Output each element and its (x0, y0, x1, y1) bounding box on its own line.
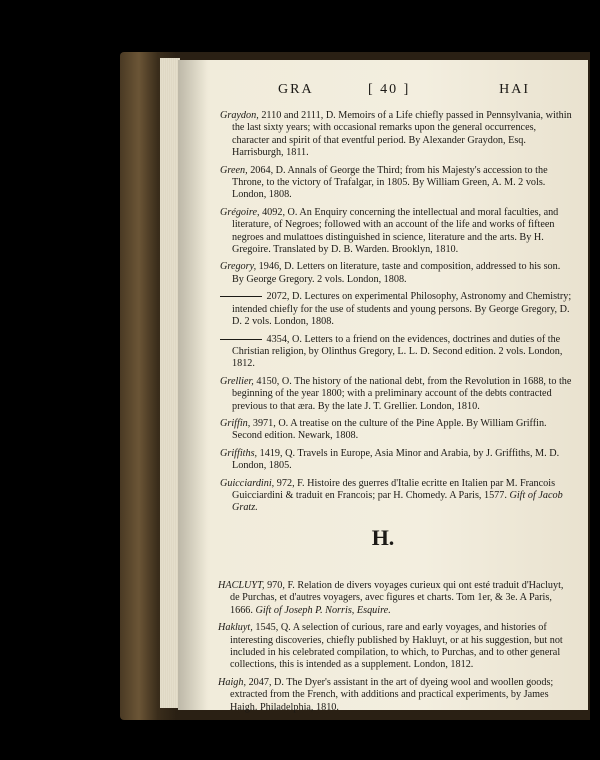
entry-text: 2072, D. Lectures on experimental Philosophy, Astronomy and Chemistry; intended chiefly for the use of students and young persons. By George Gregory, D. D. 2 vols. London, 1808. (232, 291, 572, 328)
entry-heading: Griffin, (220, 417, 251, 429)
catalogue-entries (220, 110, 572, 520)
entry-heading: Graydon, (220, 110, 259, 121)
entry-heading: Griffiths, (220, 447, 258, 459)
page-edges (160, 58, 180, 708)
entry-text: 3971, O. A treatise on the culture of the Pine Apple. By William Griffin. Second edition. Newark, 1808. (232, 417, 547, 442)
header-right: HAI (499, 82, 530, 97)
entry-text: 2064, D. Annals of George the Third; from his Majesty's accession to the Throne, to the victory of Trafalgar, in 1805. By William Green, A. M. 2 vols. London, 1808. (232, 164, 548, 201)
catalogue-entry (220, 291, 572, 328)
entry-heading: Hakluyt, (218, 622, 253, 634)
catalogue-entry (220, 478, 572, 515)
catalogue-entry (218, 677, 572, 714)
entry-heading: Grégoire, (220, 206, 260, 218)
page-number: [ 40 ] (368, 82, 411, 97)
entry-heading: Guicciardini, (220, 477, 275, 489)
catalogue-entry (220, 418, 572, 443)
running-header (178, 82, 588, 104)
entry-text: 2110 and 2111, D. Memoirs of a Life chiefly passed in Pennsylvania, within the last sixty years; with occasional remarks upon the general occurrences, character and spirit of that eventful period. By Alexander Graydon, Esq. Harrisburgh, 1811. (232, 110, 572, 159)
entry-heading: Grellier, (220, 375, 254, 387)
ditto-dash (220, 296, 262, 297)
entry-text: 4150, O. The history of the national debt, from the Revolution in 1688, to the beginning of the year 1800; with a preliminary account of the debts contracted previous to that æra. By the late J. T. Grellier. London, 1810. (232, 375, 572, 412)
ditto-dash (220, 339, 262, 340)
entry-text: 1946, D. Letters on literature, taste and composition, addressed to his son. By George Gregory. 2 vols. London, 1808. (232, 261, 561, 285)
entry-heading: Green, (220, 164, 248, 176)
catalogue-entry (218, 622, 572, 672)
entry-text: 1419, Q. Travels in Europe, Asia Minor and Arabia, by J. Griffiths, M. D. London, 1805. (232, 447, 560, 472)
entry-text: 1545, Q. A selection of curious, rare and early voyages, and histories of interesting discoveries, chiefly published by Hakluyt, or at his suggestion, but not included in his celebrated compilation, to which, to Purchas, and to other general collections, this is intended as a supplement. London, 1812. (230, 622, 563, 671)
header-left: GRA (278, 82, 314, 97)
catalogue-entry (220, 448, 572, 473)
entry-text: 970, F. Relation de divers voyages curieux qui ont esté traduit d'Hacluyt, de Purchas, et d'autres voyagers, avec figures et charts. Tom 1er, & 3e. A Paris, 1666. (230, 580, 564, 616)
catalogue-entry (220, 261, 572, 286)
entry-text: 4354, O. Letters to a friend on the evidences, doctrines and duties of the Christian religion, by Olinthus Gregory, L. L. D. Second edition. 2 vols. London, 1812. (232, 333, 563, 370)
entry-heading: Gregory, (220, 261, 257, 273)
entry-text: 2047, D. The Dyer's assistant in the art of dyeing wool and woollen goods; extracted from the French, with additions and practical experiments, by James Haigh. Philadelphia, 1810. (230, 676, 554, 713)
catalogue-entries-h (218, 580, 572, 719)
gift-note: Gift of Joseph P. Norris, Esquire. (252, 604, 391, 616)
entry-text: 4092, O. An Enquiry concerning the intellectual and moral faculties, and literature, of Negroes; followed with an account of the life and works of fifteen negroes and mulattoes distinguished in science, literature and the arts. By H. Gregoire. Translated by D. B. Warden. Brooklyn, 1810. (232, 206, 559, 256)
catalogue-entry (220, 334, 572, 371)
catalogue-entry (220, 165, 572, 202)
entry-heading: Haigh, (218, 676, 247, 688)
entry-text: 972, F. Histoire des guerres d'Italie ecritte en Italien par M. Francois Guicciardini & traduit en Francois; par H. Chomedy. A Paris, 1577. (232, 477, 556, 501)
catalogue-entry (220, 207, 572, 257)
entry-heading: HACLUYT, (218, 580, 265, 591)
catalogue-entry (218, 580, 572, 617)
catalogue-entry (220, 376, 572, 413)
section-letter: H. (371, 525, 395, 550)
gutter-shadow (178, 60, 208, 710)
gift-note: Gift of Jacob Gratz. (232, 489, 563, 514)
book-page (178, 60, 588, 713)
catalogue-entry (220, 110, 572, 160)
